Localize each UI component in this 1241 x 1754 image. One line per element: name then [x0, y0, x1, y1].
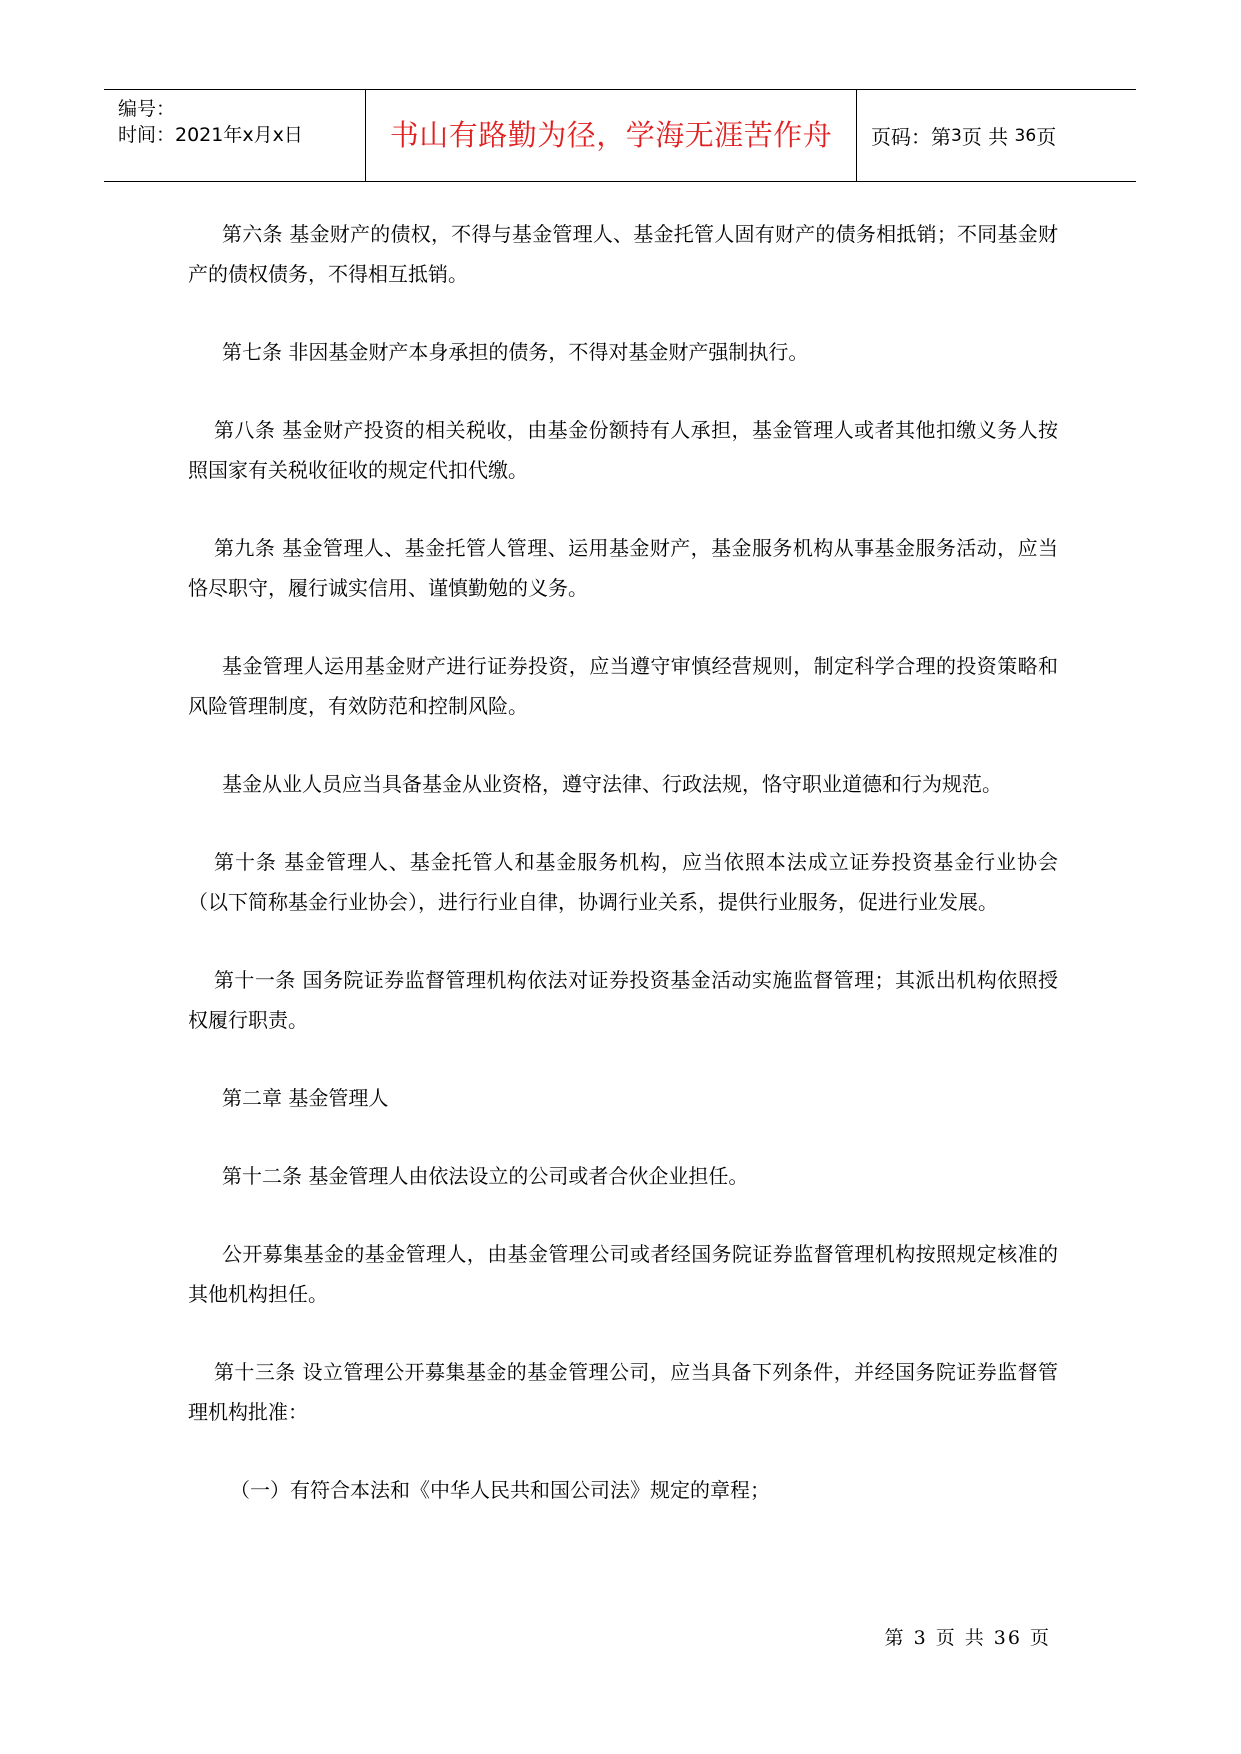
page-header — [104, 89, 1136, 182]
article-9-paragraph-2: 基金管理人运用基金财产进行证券投资，应当遵守审慎经营规则，制定科学合理的投资策略和风险管理制度，有效防范和控制风险。 — [188, 654, 1058, 718]
page-label-prefix: 页码：第 — [871, 125, 951, 149]
article-11: 第十一条 国务院证券监督管理机构依法对证券投资基金活动实施监督管理；其派出机构依照授权履行职责。 — [188, 968, 1058, 1032]
article-12: 第十二条 基金管理人由依法设立的公司或者合伙企业担任。 — [222, 1164, 749, 1188]
article-12-paragraph-2: 公开募集基金的基金管理人，由基金管理公司或者经国务院证券监督管理机构按照规定核准的其他机构担任。 — [188, 1242, 1058, 1306]
article-7: 第七条 非因基金财产本身承担的债务，不得对基金财产强制执行。 — [222, 340, 809, 364]
article-10: 第十条 基金管理人、基金托管人和基金服务机构，应当依照本法成立证券投资基金行业协会（以下简称基金行业协会），进行行业自律，协调行业关系，提供行业服务，促进行业发展。 — [188, 850, 1058, 914]
document-time-label: 时间：2021年x月x日 — [118, 124, 303, 146]
chapter-2-heading: 第二章 基金管理人 — [222, 1086, 389, 1110]
article-6: 第六条 基金财产的债权，不得与基金管理人、基金托管人固有财产的债务相抵销；不同基金财产的债权债务，不得相互抵销。 — [188, 222, 1058, 286]
page-footer: 第 3 页 共 36 页 — [884, 1627, 1051, 1649]
article-8: 第八条 基金财产投资的相关税收，由基金份额持有人承担，基金管理人或者其他扣缴义务人按照国家有关税收征收的规定代扣代缴。 — [188, 418, 1058, 482]
page-label-mid: 页 共 — [961, 125, 1009, 149]
header-motto: 书山有路勤为径，学海无涯苦作舟 — [389, 118, 833, 152]
page-label-suffix: 页 — [1036, 125, 1057, 149]
header-page-cell — [857, 90, 1136, 181]
article-13-item-1: （一）有符合本法和《中华人民共和国公司法》规定的章程； — [230, 1478, 770, 1502]
document-body — [188, 214, 1058, 1548]
header-motto-cell — [366, 90, 857, 181]
article-9: 第九条 基金管理人、基金托管人管理、运用基金财产，基金服务机构从事基金服务活动，应当恪尽职守，履行诚实信用、谨慎勤勉的义务。 — [188, 536, 1058, 600]
page-total: 36 — [1014, 125, 1037, 146]
document-number-label: 编号： — [118, 98, 176, 120]
article-13: 第十三条 设立管理公开募集基金的基金管理公司，应当具备下列条件，并经国务院证券监督管理机构批准： — [188, 1360, 1058, 1424]
header-info-cell — [104, 90, 366, 181]
article-9-paragraph-3: 基金从业人员应当具备基金从业资格，遵守法律、行政法规，恪守职业道德和行为规范。 — [222, 772, 1002, 796]
page-current: 3 — [951, 125, 962, 146]
